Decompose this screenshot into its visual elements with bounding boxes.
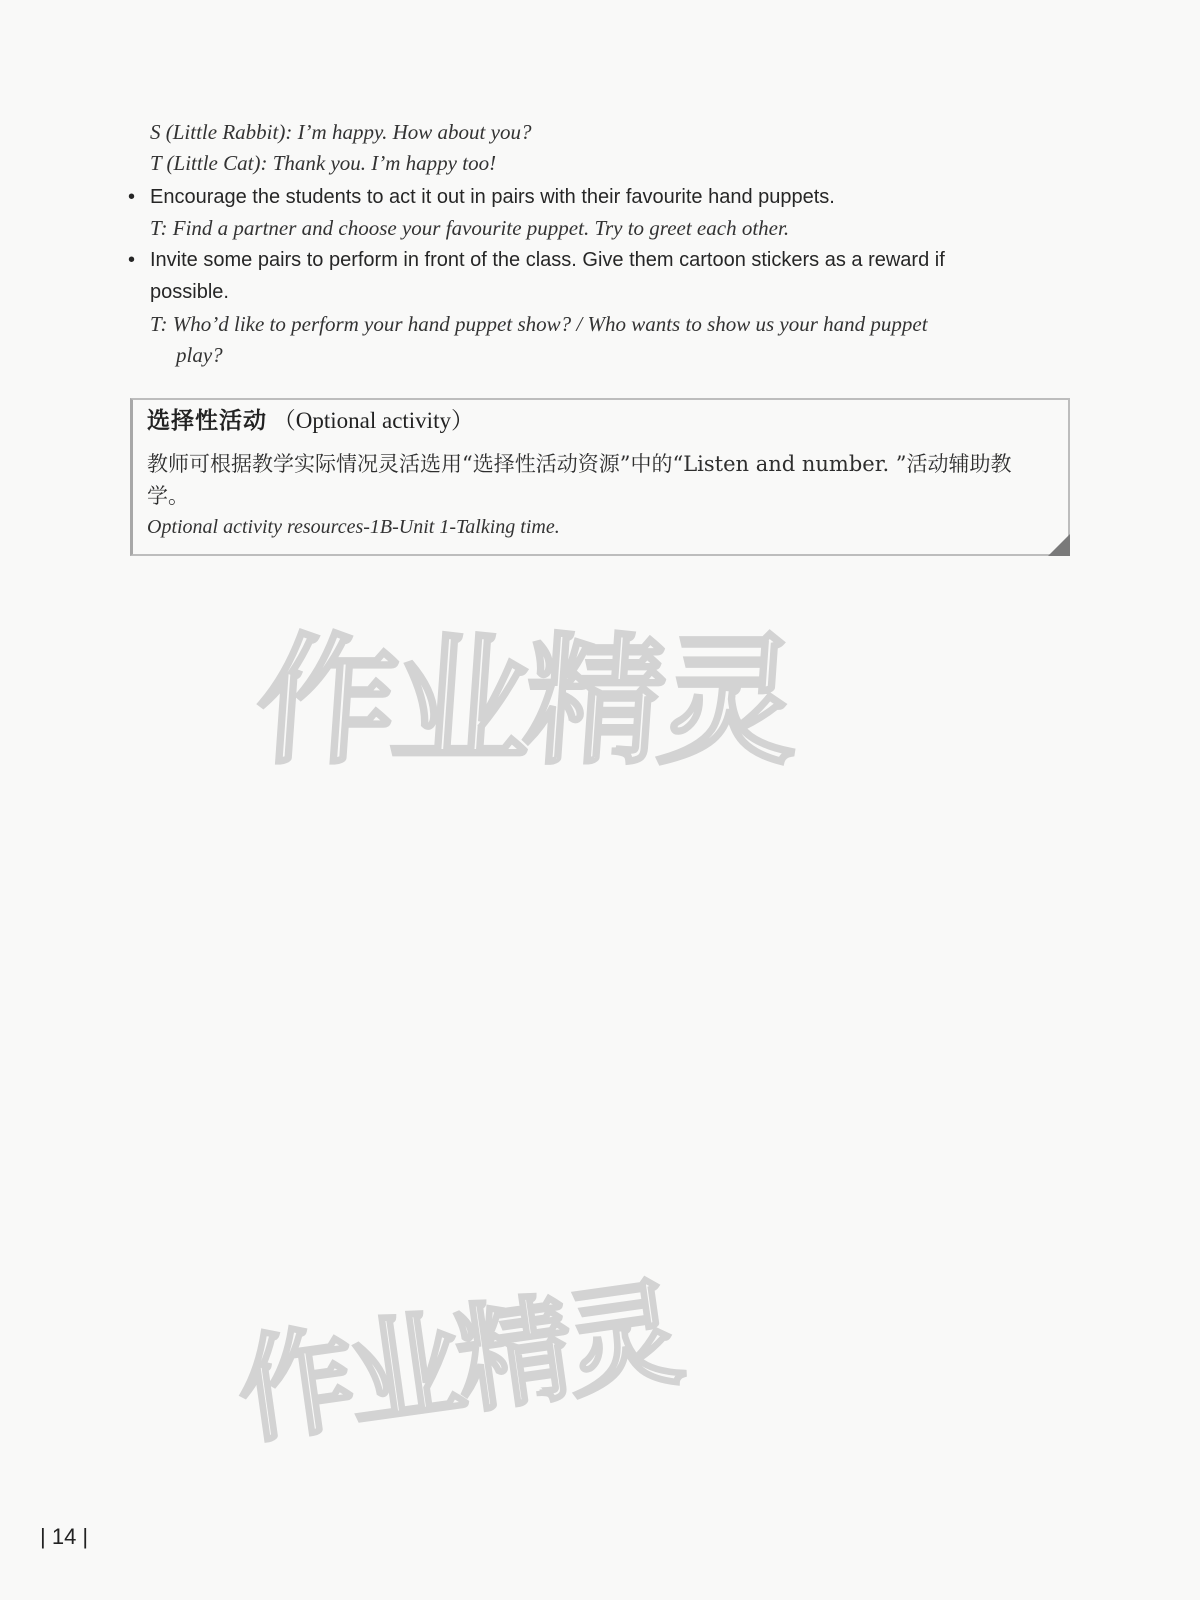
dialogue-cat-line: T (Little Cat): Thank you. I’m happy too! [150, 151, 497, 175]
optional-activity-description: 教师可根据教学实际情况灵活选用“选择性活动资源”中的“Listen and number. ”活动辅助教学。 [147, 452, 1012, 508]
optional-activity-title [147, 406, 474, 436]
page-number: | 14 | [40, 1524, 89, 1549]
title-paren-close: ） [450, 408, 474, 433]
watermark-logo-top: 作业精灵 [251, 621, 799, 784]
bullet-text-2-line2: possible. [150, 281, 229, 303]
teacher-line-2b: play? [176, 343, 223, 367]
bullet-marker-2: • [128, 249, 136, 271]
watermark-logo-bottom: 作业精灵 [230, 1265, 685, 1461]
bullet-marker-1: • [128, 186, 136, 208]
optional-activity-box [130, 398, 1070, 556]
title-paren-open: （ [272, 408, 296, 433]
optional-activity-resource: Optional activity resources-1B-Unit 1-Talking time. [147, 516, 560, 538]
bullet-text-2-line1: Invite some pairs to perform in front of the class. Give them cartoon stickers as a reward if [150, 249, 945, 271]
optional-activity-title-zh: 选择性活动 [147, 408, 267, 434]
teacher-line-1: T: Find a partner and choose your favourite puppet. Try to greet each other. [150, 216, 790, 240]
bullet-text-1: Encourage the students to act it out in pairs with their favourite hand puppets. [150, 186, 835, 208]
optional-activity-title-en: Optional activity [295, 408, 451, 433]
teacher-line-2a: T: Who’d like to perform your hand puppet show? / Who wants to show us your hand puppet [150, 312, 928, 336]
dialogue-rabbit-line: S (Little Rabbit): I’m happy. How about you? [150, 120, 532, 144]
